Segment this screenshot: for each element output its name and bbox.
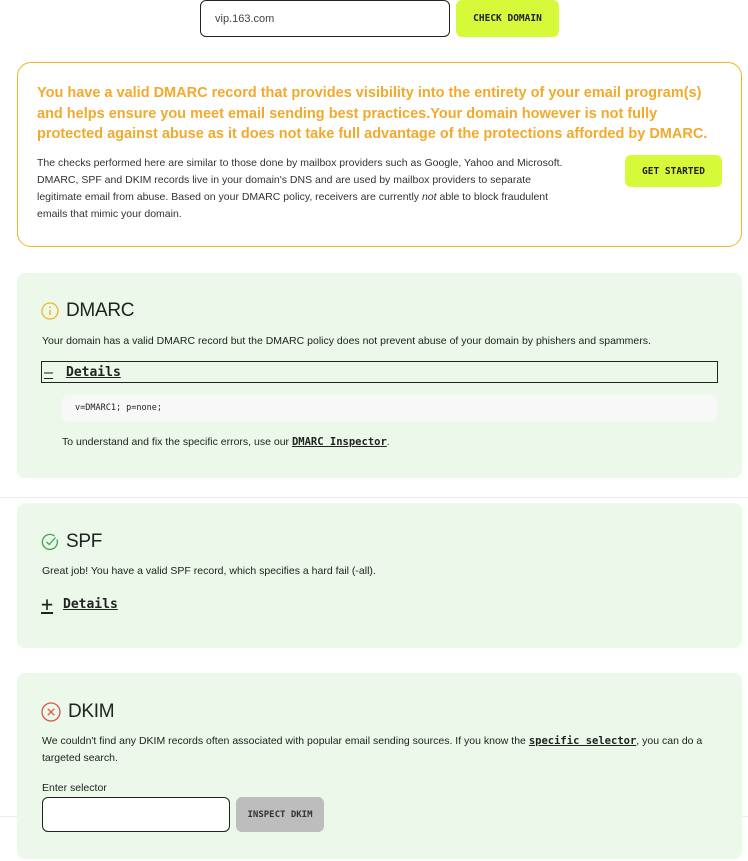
dmarc-details-label: Details bbox=[66, 364, 121, 380]
dkim-card bbox=[17, 673, 742, 859]
domain-search-bar bbox=[200, 0, 559, 37]
x-circle-icon bbox=[41, 702, 61, 722]
dmarc-details-toggle[interactable] bbox=[41, 361, 718, 383]
warning-headline: You have a valid DMARC record that provides visibility into the entirety of your email program(s) and helps ensure you meet email sending best practices.Your domain however is not fully protected against abuse as it does not take full advantage of the protections afforded by DMARC. bbox=[37, 85, 708, 142]
get-started-button[interactable]: GET STARTED bbox=[625, 155, 722, 187]
dkim-description: We couldn't find any DKIM records often associated with popular email sending sources. If you know the specific selector, you can do a targeted search. bbox=[42, 735, 703, 764]
section-divider bbox=[0, 497, 748, 498]
selector-label: Enter selector bbox=[42, 782, 107, 794]
selector-input[interactable] bbox=[42, 797, 230, 832]
dmarc-inspector-hint: To understand and fix the specific errors, use our DMARC Inspector. bbox=[62, 436, 390, 448]
spf-details-toggle[interactable] bbox=[41, 592, 118, 616]
check-domain-button[interactable]: CHECK DOMAIN bbox=[456, 0, 559, 37]
plus-icon: + bbox=[41, 592, 54, 616]
warning-emphasis: not bbox=[421, 191, 437, 203]
dkim-title: DKIM bbox=[68, 701, 115, 722]
dmarc-card bbox=[17, 273, 742, 478]
specific-selector-link[interactable]: specific selector bbox=[528, 735, 637, 747]
spf-description: Great job! You have a valid SPF record, which specifies a hard fail (-all). bbox=[42, 565, 376, 577]
domain-input[interactable] bbox=[200, 0, 450, 37]
spf-card bbox=[17, 503, 742, 648]
minus-icon: — bbox=[44, 363, 54, 381]
check-circle-icon bbox=[41, 533, 59, 551]
dmarc-card-header bbox=[41, 300, 134, 322]
dkim-card-header bbox=[41, 701, 114, 723]
dmarc-record: v=DMARC1; p=none; bbox=[62, 395, 717, 422]
dmarc-inspector-link[interactable]: DMARC Inspector bbox=[291, 436, 387, 448]
spf-card-header bbox=[41, 531, 102, 553]
spf-title: SPF bbox=[66, 531, 103, 552]
dmarc-description: Your domain has a valid DMARC record but the DMARC policy does not prevent abuse of your domain by phishers and spammers. bbox=[42, 335, 651, 347]
dmarc-title: DMARC bbox=[66, 300, 135, 321]
inspect-dkim-button[interactable]: INSPECT DKIM bbox=[236, 797, 324, 832]
spf-details-label: Details bbox=[63, 596, 118, 612]
info-circle-icon bbox=[41, 302, 59, 320]
warning-body: The checks performed here are similar to those done by mailbox providers such as Google, Yahoo and Microsoft. DMARC, SPF and DKIM records live in your domain's DNS and are used by mailbox providers to separate legitimate email from abuse. Based on your DMARC policy, receivers are currently not able to block fraudulent emails that mimic your domain. bbox=[37, 157, 563, 220]
dmarc-warning-panel bbox=[17, 62, 742, 247]
